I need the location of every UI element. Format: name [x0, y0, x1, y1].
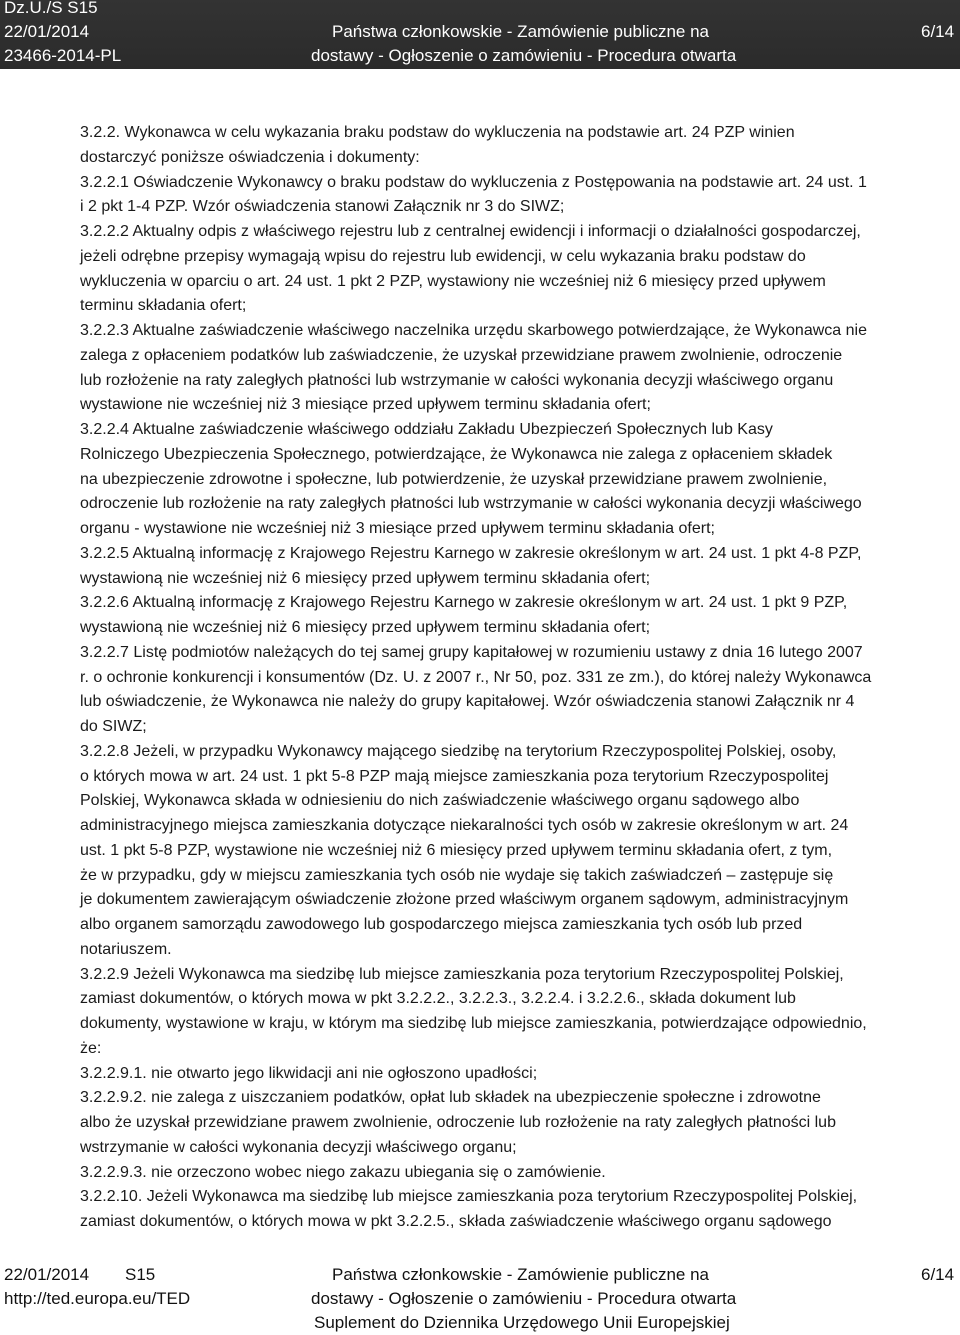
body-line: 3.2.2.7 Listę podmiotów należących do tej samej grupy kapitałowej w rozumieniu ustawy z dnia 16 lutego 2007 [80, 643, 863, 661]
body-line: terminu składania ofert; [80, 297, 247, 315]
body-line: administracyjnego miejsca zamieszkania dotyczące niekaralności tych osób w zakresie określonym w art. 24 [80, 817, 849, 834]
body-line: dokumenty, wystawione w kraju, w którym ma siedzibę lub miejsce zamieszkania, potwierdzające odpowiednio, [80, 1015, 867, 1032]
body-line: 3.2.2.9 Jeżeli Wykonawca ma siedzibę lub miejsce zamieszkania poza terytorium Rzeczypospolitej Polskiej, [80, 965, 844, 983]
header-date: 22/01/2014 [4, 22, 90, 41]
footer-page-number: 6/14 [921, 1265, 955, 1284]
header-journal: Dz.U./S S15 [4, 0, 98, 17]
footer-title-line2: dostawy - Ogłoszenie o zamówieniu - Procedura otwarta [311, 1289, 737, 1308]
body-line: na ubezpieczenie zdrowotne i społeczne, lub potwierdzenie, że uzyskał przewidziane prawem zwolnienie, [80, 470, 828, 488]
body-line: o których mowa w art. 24 ust. 1 pkt 5-8 PZP mają miejsce zamieszkania poza terytorium Rzeczypospolitej [80, 767, 829, 785]
body-line: notariuszem. [80, 940, 172, 958]
body-line: 3.2.2.6 Aktualną informację z Krajowego Rejestru Karnego w zakresie określonym w art. 24 ust. 1 pkt 9 PZP, [80, 594, 848, 612]
body-line: albo że uzyskał przewidziane prawem zwolnienie, odroczenie lub rozłożenie na raty zaległych płatności lub [80, 1114, 836, 1131]
body-line: lub rozłożenie na raty zaległych płatności lub wstrzymanie w całości wykonania decyzji właściwego organu [80, 371, 834, 389]
body-line: wstrzymanie w całości wykonania decyzji właściwego organu; [80, 1138, 517, 1156]
header-title-line1: Państwa członkowskie - Zamówienie publiczne na [332, 22, 710, 41]
body-line: 3.2.2.1 Oświadczenie Wykonawcy o braku podstaw do wykluczenia z Postępowania na podstawie art. 24 ust. 1 [80, 173, 867, 191]
body-line: wykluczenia w oparciu o art. 24 ust. 1 pkt 2 PZP, wystawiony nie wcześniej niż 6 miesięcy przed upływem [80, 272, 826, 290]
body-line: ust. 1 pkt 5-8 PZP, wystawione nie wcześniej niż 6 miesięcy przed upływem terminu składania ofert, z tym, [80, 841, 833, 859]
body-line: 3.2.2. Wykonawca w celu wykazania braku podstaw do wykluczenia na podstawie art. 24 PZP winien [80, 124, 795, 141]
footer-date: 22/01/2014 [4, 1265, 90, 1284]
body-line: Polskiej, Wykonawca składa w odniesieniu do nich zaświadczenie właściwego organu sądowego albo [80, 792, 800, 810]
body-line: 3.2.2.2 Aktualny odpis z właściwego rejestru lub z centralnej ewidencji i informacji o działalności gospodarczej, [80, 223, 861, 240]
body-line: odroczenie lub rozłożenie na raty zaległych płatności lub wstrzymanie w całości wykonania decyzji właściwego [80, 495, 862, 513]
footer-title-line1: Państwa członkowskie - Zamówienie publiczne na [332, 1265, 710, 1284]
body-line: 3.2.2.5 Aktualną informację z Krajowego Rejestru Karnego w zakresie określonym w art. 24 ust. 1 pkt 4-8 PZP, [80, 544, 862, 562]
body-line: 3.2.2.9.3. nie orzeczono wobec niego zakazu ubiegania się o zamówienie. [80, 1163, 606, 1181]
body-line: 3.2.2.8 Jeżeli, w przypadku Wykonawcy mającego siedzibę na terytorium Rzeczypospolitej Polskiej, osoby, [80, 742, 837, 760]
footer-series: S15 [125, 1265, 156, 1284]
body-line: lub oświadczenie, że Wykonawca nie należy do grupy kapitałowej. Wzór oświadczenia stanowi Załącznik nr 4 [80, 693, 855, 711]
body-line: wystawioną nie wcześniej niż 6 miesięcy przed upływem terminu składania ofert; [80, 569, 651, 587]
body-line: Rolniczego Ubezpieczenia Społecznego, potwierdzające, że Wykonawca nie zalega z opłaceniem składek [80, 445, 833, 463]
body-line: dostarczyć poniższe oświadczenia i dokumenty: [80, 148, 420, 166]
body-line: i 2 pkt 1-4 PZP. Wzór oświadczenia stanowi Załącznik nr 3 do SIWZ; [80, 198, 565, 216]
body-line: 3.2.2.3 Aktualne zaświadczenie właściwego naczelnika urzędu skarbowego potwierdzające, że Wykonawca nie [80, 322, 867, 339]
body-line: 3.2.2.9.2. nie zalega z uiszczaniem podatków, opłat lub składek na ubezpieczenie społeczne i zdrowotne [80, 1089, 821, 1107]
footer-url[interactable]: http://ted.europa.eu/TED [4, 1289, 191, 1308]
document-body [80, 121, 960, 1235]
body-line: zalega z opłaceniem podatków lub zaświadczenie, że uzyskał przewidziane prawem zwolnienie, odroczenie [80, 346, 843, 364]
header-title-line2: dostawy - Ogłoszenie o zamówieniu - Procedura otwarta [311, 46, 737, 65]
header-page-number: 6/14 [921, 22, 955, 41]
body-line: zamiast dokumentów, o których mowa w pkt 3.2.2.5., składa zaświadczenie właściwego organu sądowego [80, 1213, 832, 1230]
body-line: je dokumentem zawierającym oświadczenie złożone przed właściwym organem sądowym, administracyjnym [80, 891, 849, 909]
body-line: albo organem samorządu zawodowego lub gospodarczego miejsca zamieszkania tych osób lub przed [80, 916, 803, 933]
body-line: że: [80, 1039, 102, 1057]
footer-title-line3: Suplement do Dziennika Urzędowego Unii Europejskiej [314, 1313, 730, 1332]
body-line: wystawioną nie wcześniej niż 6 miesięcy przed upływem terminu składania ofert; [80, 619, 651, 636]
body-line: do SIWZ; [80, 718, 147, 735]
body-line: 3.2.2.9.1. nie otwarto jego likwidacji ani nie ogłoszono upadłości; [80, 1064, 538, 1082]
body-line: zamiast dokumentów, o których mowa w pkt 3.2.2.2., 3.2.2.3., 3.2.2.4. i 3.2.2.6., składa dokument lub [80, 990, 796, 1008]
body-line: wystawione nie wcześniej niż 3 miesiące przed upływem terminu składania ofert; [80, 396, 651, 414]
body-line: 3.2.2.4 Aktualne zaświadczenie właściwego oddziału Zakładu Ubezpieczeń Społecznych lub Kasy [80, 421, 773, 438]
body-line: 3.2.2.10. Jeżeli Wykonawca ma siedzibę lub miejsce zamieszkania poza terytorium Rzeczypospolitej Polskiej, [80, 1188, 858, 1206]
body-line: r. o ochronie konkurencji i konsumentów (Dz. U. z 2007 r., Nr 50, poz. 331 ze zm.), do której należy Wykonawca [80, 668, 872, 686]
body-line: jeżeli odrębne przepisy wymagają wpisu do rejestru lub ewidencji, w celu wykazania braku podstaw do [80, 247, 806, 265]
body-line: że w przypadku, gdy w miejscu zamieszkania tych osób nie wydaje się takich zaświadczeń – zastępuje się [80, 866, 834, 884]
header-ref: 23466-2014-PL [4, 46, 122, 65]
body-line: organu - wystawione nie wcześniej niż 3 miesiące przed upływem terminu składania ofert; [80, 520, 715, 537]
